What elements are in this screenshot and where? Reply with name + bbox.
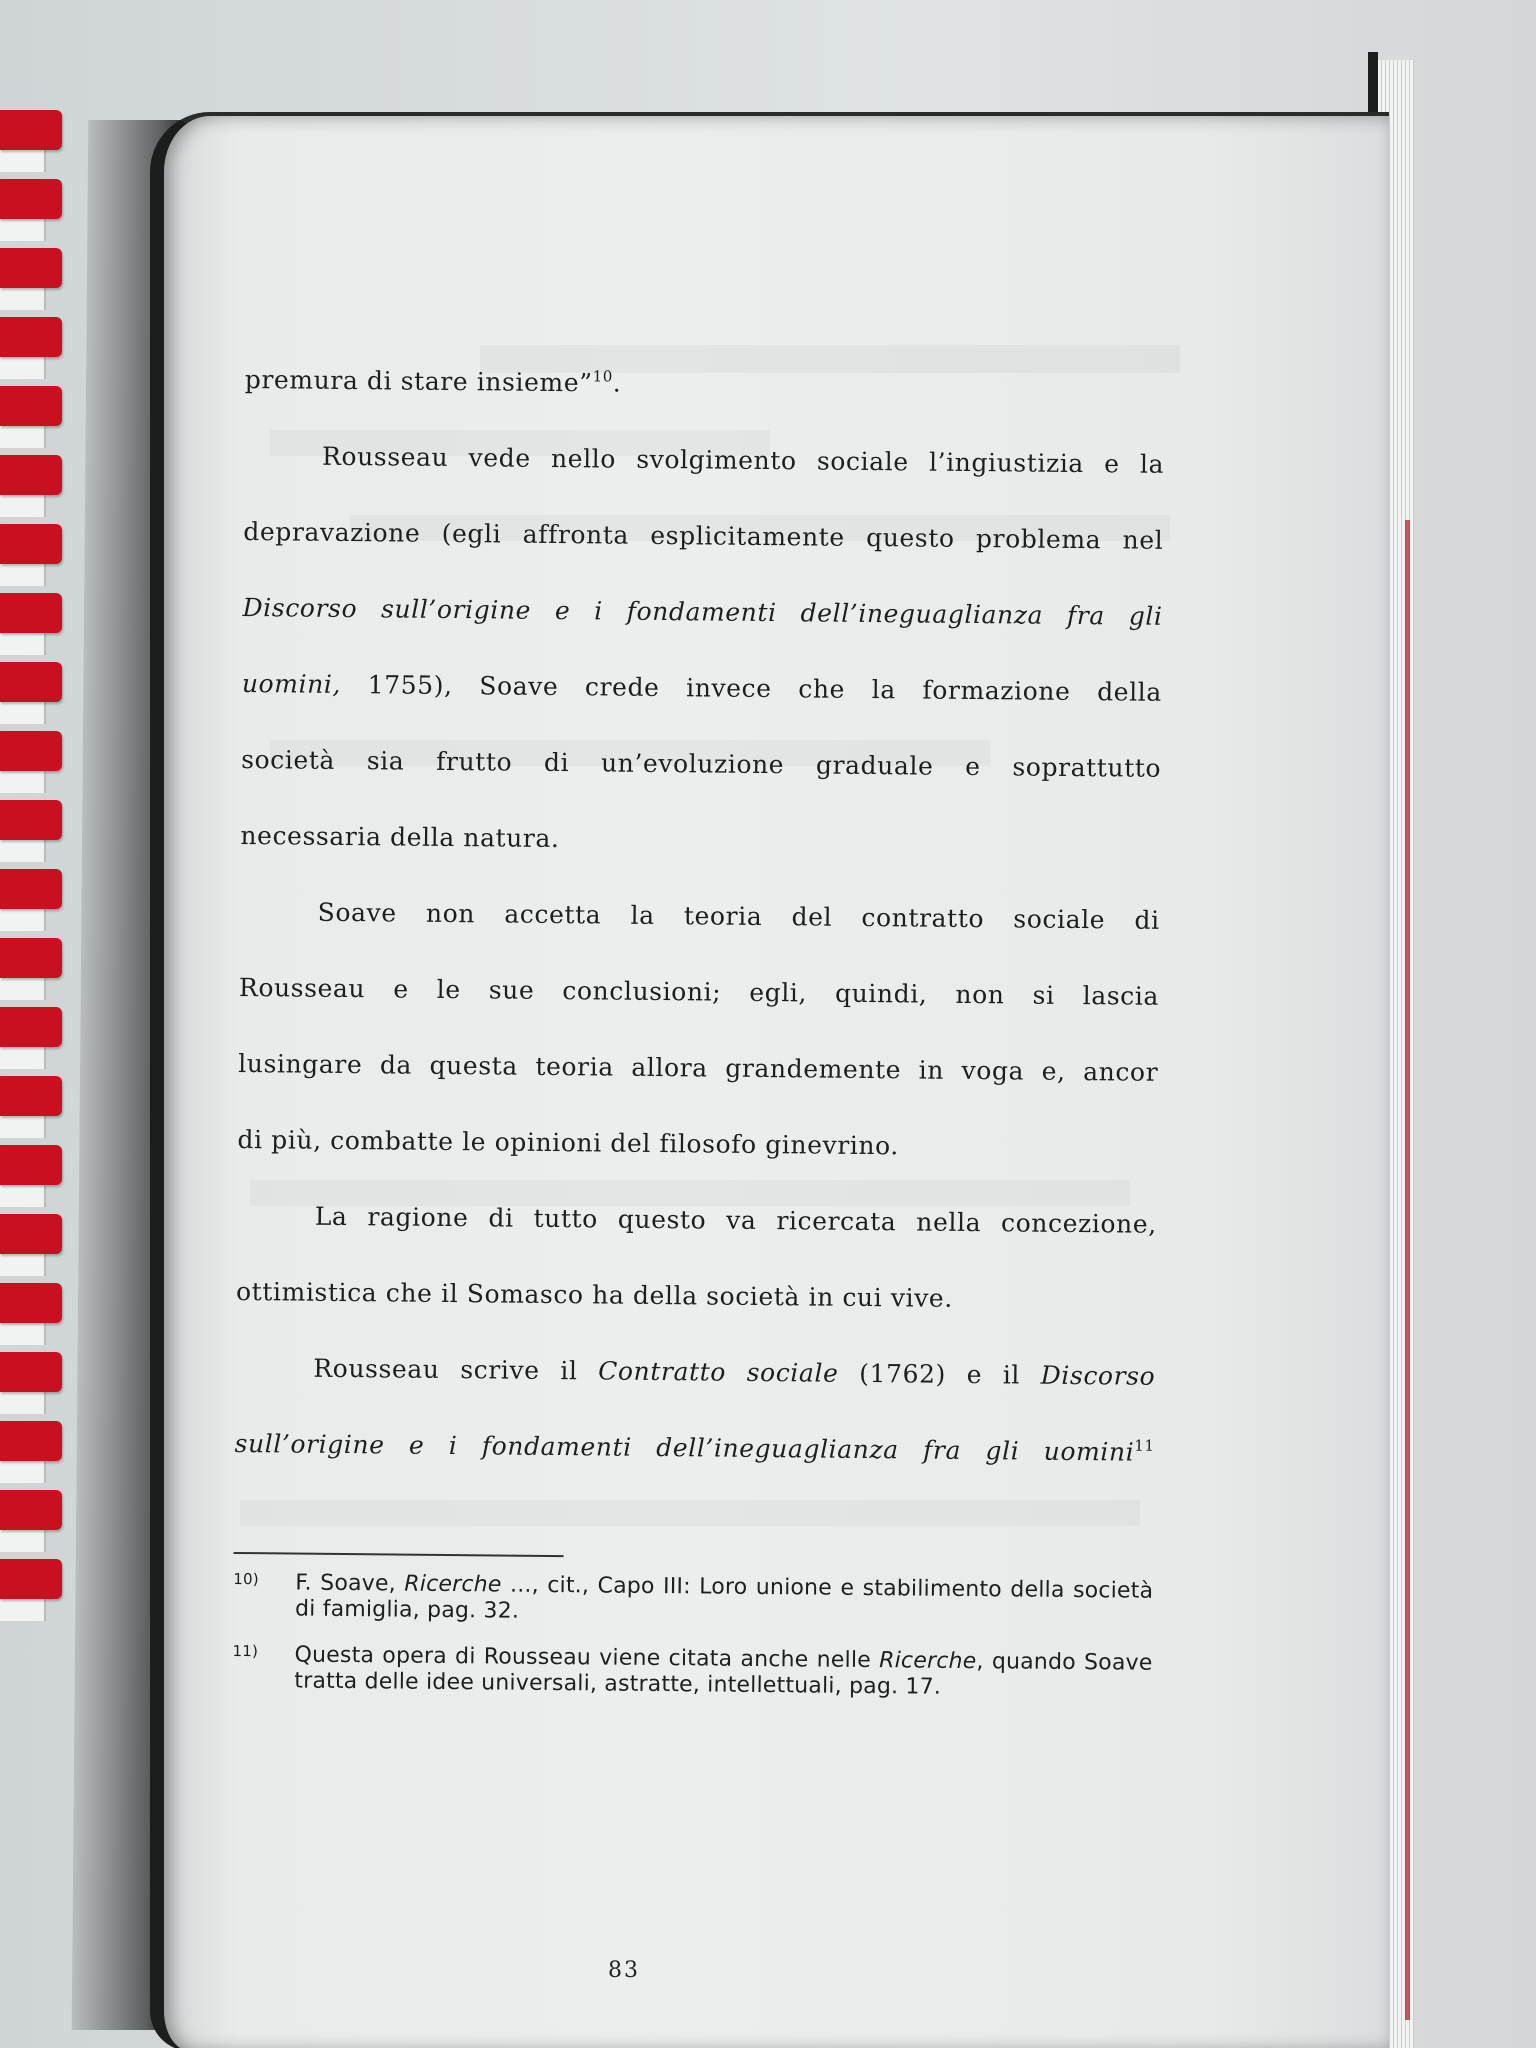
italic-text-run: Ricerche xyxy=(404,1571,502,1598)
binding-coil xyxy=(0,731,62,771)
italic-text-run: Discorso xyxy=(1040,1360,1156,1391)
text-run: Questa opera di Rousseau viene citata anche nelle xyxy=(294,1642,880,1674)
binding-coil xyxy=(0,1145,62,1185)
binding-coil xyxy=(0,593,62,633)
italic-text-run: Contratto sociale xyxy=(598,1356,839,1388)
binding-coil xyxy=(0,1490,62,1530)
italic-text-run: uomini, xyxy=(241,668,342,699)
text-run: necessaria della natura. xyxy=(240,820,560,854)
text-run: 1755), Soave crede invece che la formazione della xyxy=(340,669,1162,707)
text-run: F. Soave, xyxy=(295,1570,405,1597)
binding-coil xyxy=(0,1214,62,1254)
text-run: Rousseau vede nello svolgimento sociale l’ingiustizia e la xyxy=(321,441,1165,479)
text-run: ..., cit., Capo III: Loro unione e stabilimento della società di famiglia, pag. 32. xyxy=(294,1572,1154,1624)
text-run: depravazione (egli affronta esplicitamente questo problema nel xyxy=(243,516,1164,555)
text-run: La ragione di tutto questo va ricercata nella concezione, xyxy=(314,1201,1157,1239)
binding-coil xyxy=(0,1352,62,1392)
text-run: (1762) e il xyxy=(838,1358,1041,1390)
text-run: , quando Soave tratta delle idee universali, astratte, intellettuali, pag. 17. xyxy=(294,1649,1153,1700)
footnote-text xyxy=(295,1571,1153,1631)
italic-text-run: Ricerche xyxy=(879,1648,977,1675)
footnote-number: 11) xyxy=(232,1641,259,1661)
bleed-through-6 xyxy=(240,1500,1140,1526)
text-run: di più, combatte le opinioni del filosofo ginevrino. xyxy=(237,1124,900,1161)
binding-coil xyxy=(0,662,62,702)
binding-coil xyxy=(0,1007,62,1047)
binding-coil xyxy=(0,455,62,495)
text-run: lusingare da questa teoria allora grandemente in voga e, ancor xyxy=(238,1048,1159,1087)
binding-coil xyxy=(0,800,62,840)
text-run: Rousseau e le sue conclusioni; egli, quindi, non si lascia xyxy=(238,972,1160,1011)
italic-text-run: Discorso sull’origine e i fondamenti dell’ineguaglianza fra gli xyxy=(242,592,1163,631)
binding-coil xyxy=(0,1283,62,1323)
binding-coil xyxy=(0,179,62,219)
text-line: premura di stare insieme”$^{10}$. xyxy=(244,364,622,398)
back-cover-edge xyxy=(1405,520,1410,2020)
binding-coil xyxy=(0,317,62,357)
page-number: 83 xyxy=(608,1958,640,1983)
binding-coil xyxy=(0,524,62,564)
spiral-binding xyxy=(0,110,80,1610)
text-run: ottimistica che il Somasco ha della società in cui vive. xyxy=(235,1276,953,1313)
footnote-marker: 11 xyxy=(1134,1436,1155,1455)
binding-coil xyxy=(0,1421,62,1461)
binding-coil xyxy=(0,1076,62,1116)
binding-coil xyxy=(0,248,62,288)
footnote-10 xyxy=(233,1570,1153,1631)
binding-coil xyxy=(0,386,62,426)
binding-coil xyxy=(0,1559,62,1599)
footnote-number: 10) xyxy=(233,1569,259,1589)
binding-coil xyxy=(0,869,62,909)
footnote-text xyxy=(294,1643,1152,1703)
text-run: Rousseau scrive il xyxy=(313,1353,599,1386)
text-run: Soave non accetta la teoria del contratto sociale di xyxy=(317,897,1160,935)
binding-coil xyxy=(0,110,62,150)
italic-text-run: sull’origine e i fondamenti dell’ineguaglianza fra gli uomini xyxy=(234,1428,1135,1467)
binding-coil xyxy=(0,938,62,978)
text-run: società sia frutto di un’evoluzione graduale e soprattutto xyxy=(241,744,1162,783)
footnote-11 xyxy=(232,1642,1152,1703)
